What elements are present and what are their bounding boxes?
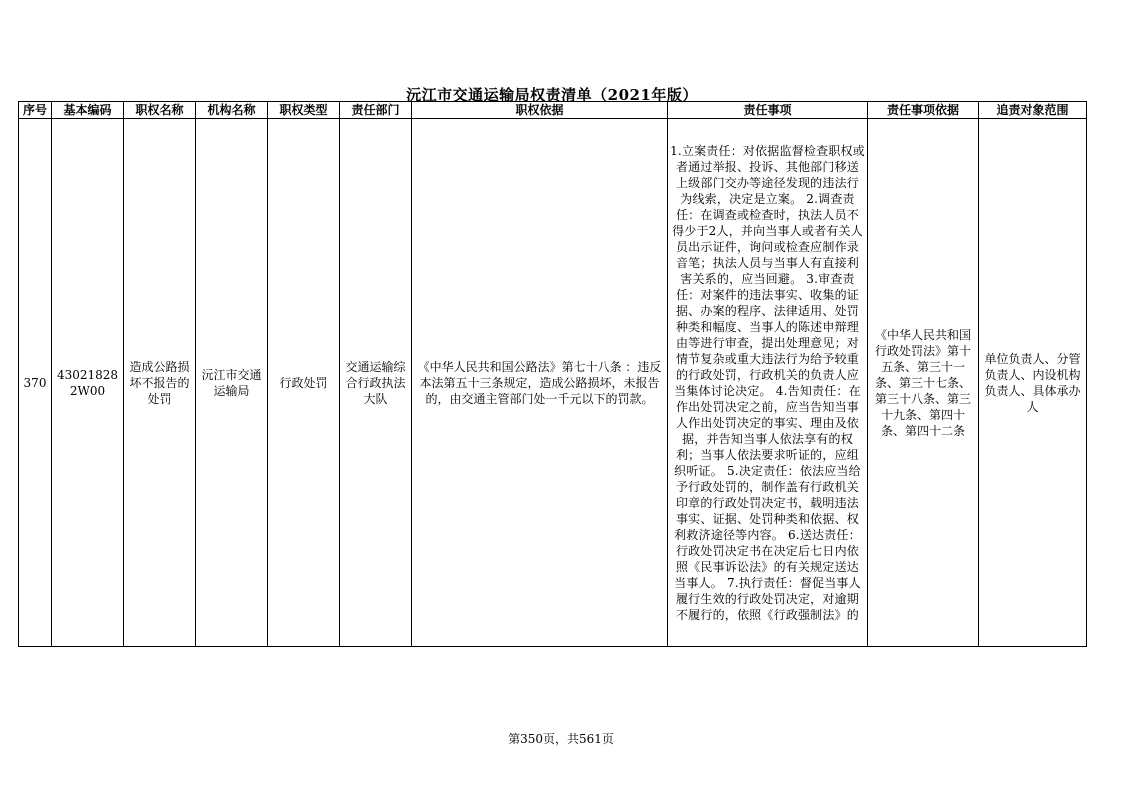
header-scope: 追责对象范围 (979, 102, 1087, 119)
header-seq: 序号 (19, 102, 52, 119)
header-matters: 责任事项 (668, 102, 868, 119)
cell-matters-basis: 《中华人民共和国行政处罚法》第十五条、第三十一条、第三十七条、第三十八条、第三十九条、第四十条、第四十二条 (868, 119, 979, 647)
document-title: 沅江市交通运输局权责清单（2021年版） (406, 86, 698, 104)
cell-matters: 1.立案责任：对依据监督检查职权或者通过举报、投诉、其他部门移送上级部门交办等途径发现的违法行为线索，决定是立案。 2.调查责任：在调查或检查时，执法人员不得少于2人，并向当事人或者有关人员出示证件，询问或检查应制作录音笔；执法人员与当事人有直接利害关系的，应当回避。 3.审查责任：对案件的违法事实、收集的证据、办案的程序、法律适用、处罚种类和幅度、当事人的陈述申辩理由等进行审查，提出处理意见；对情节复杂或重大违法行为给予较重的行政处罚，行政机关的负责人应当集体讨论决定。 4.告知责任：在作出处罚决定之前，应当告知当事人作出处罚决定的事实、理由及依据，并告知当事人依法享有的权利；当事人依法要求听证的，应组织听证。 5.决定责任：依法应当给予行政处罚的，制作盖有行政机关印章的行政处罚决定书，载明违法事实、证据、处罚种类和依据、权利救济途径等内容。 6.送达责任：行政处罚决定书在决定后七日内依照《民事诉讼法》的有关规定送达当事人。 7.执行责任：督促当事人履行生效的行政处罚决定，对逾期不履行的，依照《行政强制法》的 (668, 119, 868, 647)
cell-dept: 交通运输综合行政执法大队 (340, 119, 412, 647)
cell-basis: 《中华人民共和国公路法》第七十八条 ：违反本法第五十三条规定，造成公路损坏，未报告的，由交通主管部门处一千元以下的罚款。 (412, 119, 668, 647)
table-header-row (19, 102, 1087, 119)
table-row (19, 119, 1087, 647)
cell-power-name: 造成公路损坏不报告的处罚 (124, 119, 196, 647)
cell-scope: 单位负责人、分管负责人、内设机构负责人、具体承办人 (979, 119, 1087, 647)
header-agency: 机构名称 (196, 102, 268, 119)
cell-code: 430218282W00 (52, 119, 124, 647)
header-basis: 职权依据 (412, 102, 668, 119)
header-dept: 责任部门 (340, 102, 412, 119)
header-power-type: 职权类型 (268, 102, 340, 119)
header-power-name: 职权名称 (124, 102, 196, 119)
cell-power-type: 行政处罚 (268, 119, 340, 647)
header-code: 基本编码 (52, 102, 124, 119)
page-number: 第350页，共561页 (508, 732, 614, 746)
cell-agency: 沅江市交通运输局 (196, 119, 268, 647)
duty-list-table (18, 101, 1087, 647)
cell-seq: 370 (19, 119, 52, 647)
header-matters-basis: 责任事项依据 (868, 102, 979, 119)
